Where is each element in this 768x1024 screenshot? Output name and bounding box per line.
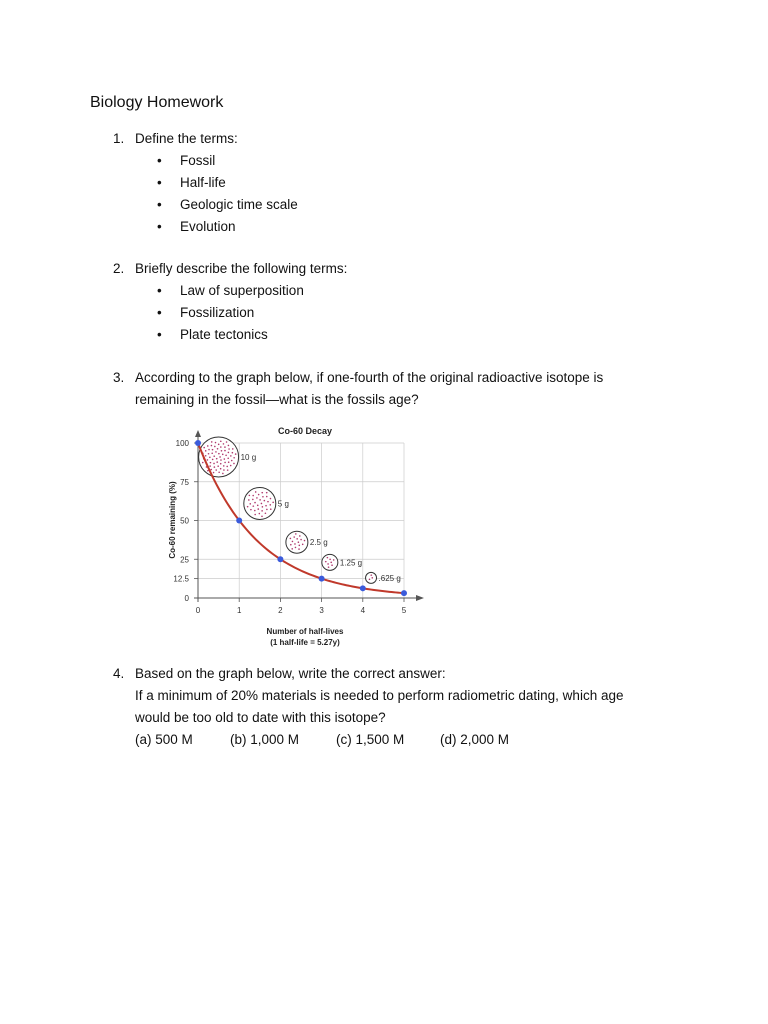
question-prompt-line: If a minimum of 20% materials is needed to perform radiometric dating, which age [135,688,624,703]
particle [228,445,230,447]
particle [209,457,211,459]
particle [210,462,212,464]
question-prompt: Briefly describe the following terms: [135,261,348,276]
question-number: 1. [113,131,125,146]
sample-bubble [244,487,289,519]
particle [216,461,218,463]
answer-choices [135,729,695,751]
decay-chart [160,420,480,650]
particle [228,461,230,463]
x-axis-arrow-icon [416,595,424,601]
bubble-outline [286,531,308,553]
particle [261,503,263,505]
particle [248,499,250,501]
list-item: • Geologic time scale [135,194,655,216]
particle [223,465,225,467]
particle [220,459,222,461]
particle [299,535,301,537]
particle [217,465,219,467]
particle [258,494,260,496]
particle [270,498,272,500]
bubble-label: 2.5 g [309,538,328,548]
bullet-icon: • [157,175,162,190]
data-point [401,590,407,596]
particle [230,465,232,467]
particle [298,548,300,550]
particle [257,508,259,510]
y-tick-label: 0 [184,594,189,603]
x-tick-label: 4 [360,606,366,615]
particle [211,445,213,447]
chart-title: Co-60 Decay [277,426,333,436]
y-axis-label: Co-60 remaining (%) [168,481,177,559]
particle [327,563,329,565]
particle [369,578,371,580]
particle [205,455,207,457]
particle [212,459,214,461]
particle [202,462,204,464]
particle [249,495,251,497]
bullet-icon: • [157,197,162,212]
particle [211,441,213,443]
particle [254,502,256,504]
particle [295,547,297,549]
particle [214,446,216,448]
choice-b: (b) 1,000 M [230,732,300,747]
particle [205,450,207,452]
particle [225,454,227,456]
x-tick-label: 2 [278,606,283,615]
particle [217,448,219,450]
data-point [360,585,366,591]
particle [209,465,211,467]
y-tick-label: 12.5 [173,574,189,584]
bubble-label: 1.25 g [339,558,363,568]
question-prompt-line: would be too old to date with this isotope? [135,710,386,725]
particle [226,466,228,468]
particle [247,506,249,508]
term-list [135,280,655,346]
particle [218,471,220,473]
particle [203,447,205,449]
bullet-icon: • [157,305,162,320]
particle [290,544,292,546]
particle [302,544,304,546]
bubble-label: .625 g [378,573,401,583]
term-list [135,150,655,238]
particle [266,492,268,494]
bubble-outline [322,554,338,570]
particle [371,577,373,579]
question-prompt-line: According to the graph below, if one-fourth of the original radioactive isotope is [135,370,604,385]
particle [300,539,302,541]
particle [210,469,212,471]
particle [252,505,254,507]
particle [252,495,254,497]
particle [261,515,263,517]
y-tick-label: 75 [180,477,189,487]
particle [224,458,226,460]
particle [330,562,332,564]
particle [235,453,237,455]
particle [220,446,222,448]
x-tick-label: 5 [401,606,407,615]
particle [249,503,251,505]
particle [259,513,261,515]
particle [215,469,217,471]
data-point [236,518,242,524]
particle [211,452,213,454]
list-item: • Half-life [135,172,655,194]
particle [227,457,229,459]
bullet-icon: • [157,327,162,342]
question-prompt: Define the terms: [135,131,238,146]
list-item: • Evolution [135,216,655,238]
particle [298,541,300,543]
question-prompt-line: remaining in the fossil—what is the fossils age? [135,392,419,407]
bullet-icon: • [157,219,162,234]
particle [264,500,266,502]
particle [331,564,333,566]
particle [222,454,224,456]
y-tick-label: 50 [180,516,189,526]
particle [233,457,235,459]
particle [224,450,226,452]
particle [295,533,297,535]
particle [259,499,261,501]
particle [256,497,258,499]
list-item: • Fossil [135,150,655,172]
question-prompt-line: Based on the graph below, write the correct answer: [135,666,446,681]
particle [228,448,230,450]
particle [233,463,235,465]
particle [230,455,232,457]
particle [214,466,216,468]
particle [213,463,215,465]
particle [220,463,222,465]
list-item: • Plate tectonics [135,324,655,346]
particle [262,506,264,508]
particle [254,510,256,512]
particle [223,469,225,471]
particle [252,499,254,501]
choice-a: (a) 500 M [135,732,193,747]
particle [370,574,372,576]
particle [257,505,259,507]
question-number: 4. [113,666,125,681]
bubble-label: 5 g [277,499,289,509]
x-tick-label: 1 [236,606,242,615]
particle [250,509,252,511]
particle [294,543,296,545]
bubble-outline [244,487,276,519]
particle [213,472,215,474]
data-point [277,556,283,562]
particle [208,453,210,455]
choice-d: (d) 2,000 M [440,732,510,747]
particle [224,462,226,464]
particle [212,449,214,451]
particle [254,514,256,516]
particle [261,492,263,494]
particle [223,443,225,445]
particle [255,491,257,493]
bubble-label: 10 g [240,452,257,462]
sample-bubble [322,554,362,570]
particle [333,559,335,561]
particle [224,446,226,448]
particle [215,451,217,453]
y-axis-arrow-icon [195,430,201,437]
particle [269,504,271,506]
bullet-icon: • [157,153,162,168]
particle [304,540,306,542]
page-title: Biology Homework [90,94,224,111]
particle [226,441,228,443]
particle [293,536,295,538]
particle [267,501,269,503]
x-tick-label: 0 [195,606,201,615]
particle [207,445,209,447]
data-point [319,576,325,582]
particle [291,548,293,550]
particle [220,440,222,442]
particle [218,444,220,446]
particle [298,545,300,547]
bubble-outline [366,572,377,583]
list-item: • Fossilization [135,302,655,324]
particle [219,456,221,458]
particle [328,566,330,568]
particle [265,512,267,514]
data-point [195,440,201,446]
particle [266,496,268,498]
particle [329,558,331,560]
x-tick-label: 3 [319,606,324,615]
x-axis-label-line1: Number of half-lives [266,627,344,636]
list-item: • Law of superposition [135,280,655,302]
particle [228,452,230,454]
particle [327,557,329,559]
y-tick-label: 25 [180,555,189,565]
x-axis-label-line2: (1 half-life = 5.27y) [270,638,340,647]
particle [227,469,229,471]
question-number: 2. [113,261,125,276]
y-tick-label: 100 [175,439,189,448]
particle [296,538,298,540]
sample-bubbles [199,437,401,583]
particle [261,510,263,512]
sample-bubble [366,572,401,583]
particle [325,561,327,563]
particle [222,473,224,475]
particle [266,509,268,511]
particle [221,450,223,452]
particle [216,458,218,460]
particle [208,449,210,451]
particle [262,496,264,498]
particle [292,541,294,543]
particle [207,459,209,461]
choice-c: (c) 1,500 M [336,732,405,747]
particle [265,505,267,507]
particle [232,452,234,454]
bullet-icon: • [157,283,162,298]
particle [270,508,272,510]
particle [290,538,292,540]
question-number: 3. [113,370,125,385]
particle [213,455,215,457]
particle [218,453,220,455]
particle [231,460,233,462]
particle [220,468,222,470]
particle [272,502,274,504]
particle [232,448,234,450]
particle [215,442,217,444]
